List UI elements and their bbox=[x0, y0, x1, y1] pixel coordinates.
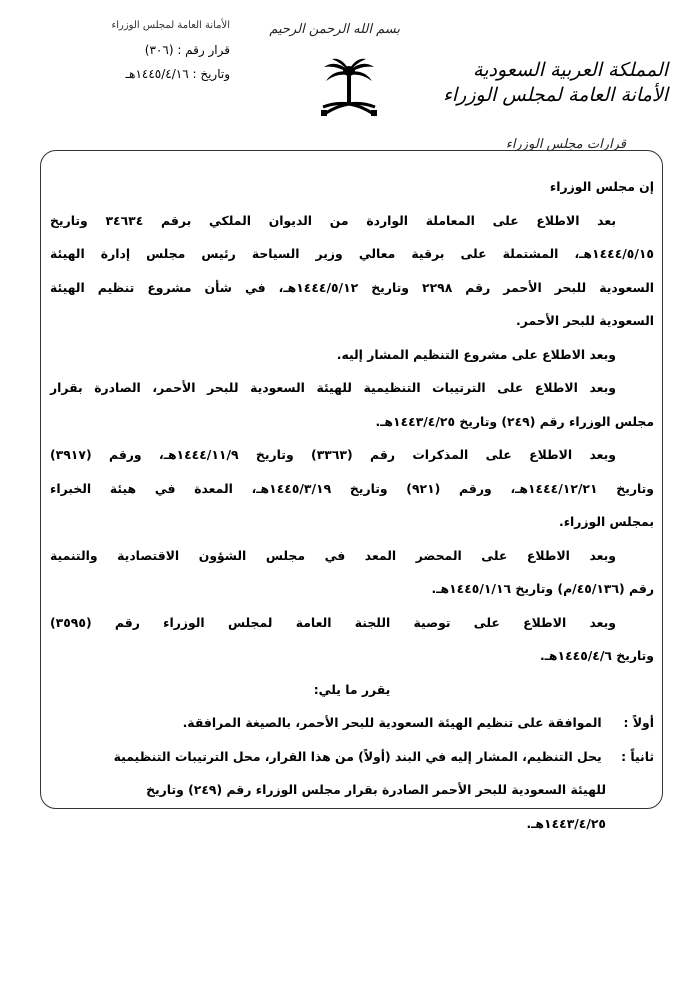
decision-item-first bbox=[50, 706, 654, 740]
body-line: السعودية للبحر الأحمر رقم ٢٢٩٨ وتاريخ ١٤٤٤/٥/١٢هـ، في شأن مشروع تنظيم الهيئة bbox=[50, 279, 654, 295]
body-line: بعد الاطلاع على المعاملة الواردة من الديوان الملكي برقم ٣٤٦٣٤ وتاريخ bbox=[50, 212, 616, 228]
body-line: السعودية للبحر الأحمر. bbox=[516, 313, 654, 328]
body-line: وبعد الاطلاع على مشروع التنظيم المشار إليه. bbox=[336, 346, 616, 362]
body-line: رقم (٤٥/١٣٦/م) وتاريخ ١٤٤٥/١/١٦هـ. bbox=[431, 581, 654, 596]
body-line: وبعد الاطلاع على توصية اللجنة العامة لمجلس الوزراء رقم (٣٥٩٥) bbox=[50, 614, 616, 630]
body-line: ١٤٤٤/٥/١٥هـ، المشتملة على برقية معالي وزير السياحة رئيس مجلس إدارة الهيئة bbox=[50, 246, 654, 261]
opening-line: إن مجلس الوزراء bbox=[549, 179, 654, 194]
secretariat-small-heading: الأمانة العامة لمجلس الوزراء bbox=[111, 20, 230, 31]
body-line: مجلس الوزراء رقم (٢٤٩) وتاريخ ١٤٤٣/٤/٢٥هـ. bbox=[375, 413, 654, 429]
secretariat-name: الأمانة العامة لمجلس الوزراء bbox=[442, 84, 668, 106]
decision-reference-block bbox=[60, 14, 230, 86]
body-line: وبعد الاطلاع على المذكرات رقم (٣٣٦٣) وتاريخ ١٤٤٤/١١/٩هـ، ورقم (٣٩١٧) bbox=[50, 447, 616, 462]
body-line: بمجلس الوزراء. bbox=[559, 514, 654, 529]
decision-number: قرار رقم : (٣٠٦) bbox=[144, 43, 230, 57]
kingdom-name: المملكة العربية السعودية bbox=[473, 59, 668, 81]
decisions-label: قرارات مجلس الوزراء bbox=[505, 137, 626, 152]
issuer-block bbox=[440, 58, 668, 108]
body-line: وتاريخ ١٤٤٤/١٢/٢١هـ، ورقم (٩٢١) وتاريخ ١٤٤٥/٣/١٩هـ، المعدة في هيئة الخبراء bbox=[50, 480, 654, 496]
resolution-heading: يقرر ما يلي: bbox=[313, 681, 391, 697]
item-text: يحل التنظيم، المشار إليه في البند (أولاً) من هذا القرار، محل الترتيبات التنظيمية bbox=[113, 748, 602, 764]
item-continuation-line: للهيئة السعودية للبحر الأحمر الصادرة بقرار مجلس الوزراء رقم (٢٤٩) وتاريخ bbox=[146, 782, 606, 797]
saudi-emblem-icon bbox=[318, 57, 380, 125]
decision-body bbox=[50, 170, 654, 840]
item-number: ثانياً : bbox=[621, 748, 654, 764]
item-continuation-line: ١٤٤٣/٤/٢٥هـ. bbox=[526, 815, 606, 831]
decision-item-second bbox=[50, 740, 654, 774]
body-line: وتاريخ ١٤٤٥/٤/٦هـ. bbox=[539, 648, 654, 663]
body-line: وبعد الاطلاع على المحضر المعد في مجلس الشؤون الاقتصادية والتنمية bbox=[50, 547, 616, 563]
decision-date: وتاريخ : ١٤٤٥/٤/١٦هـ bbox=[125, 67, 230, 81]
body-line: وبعد الاطلاع على الترتيبات التنظيمية للهيئة السعودية للبحر الأحمر، الصادرة بقرار bbox=[50, 380, 616, 395]
item-number: أولاً : bbox=[623, 715, 654, 730]
bismillah-header: بسم الله الرحمن الرحيم bbox=[269, 22, 400, 37]
item-text: الموافقة على تنظيم الهيئة السعودية للبحر الأحمر، بالصيغة المرافقة. bbox=[182, 715, 602, 730]
